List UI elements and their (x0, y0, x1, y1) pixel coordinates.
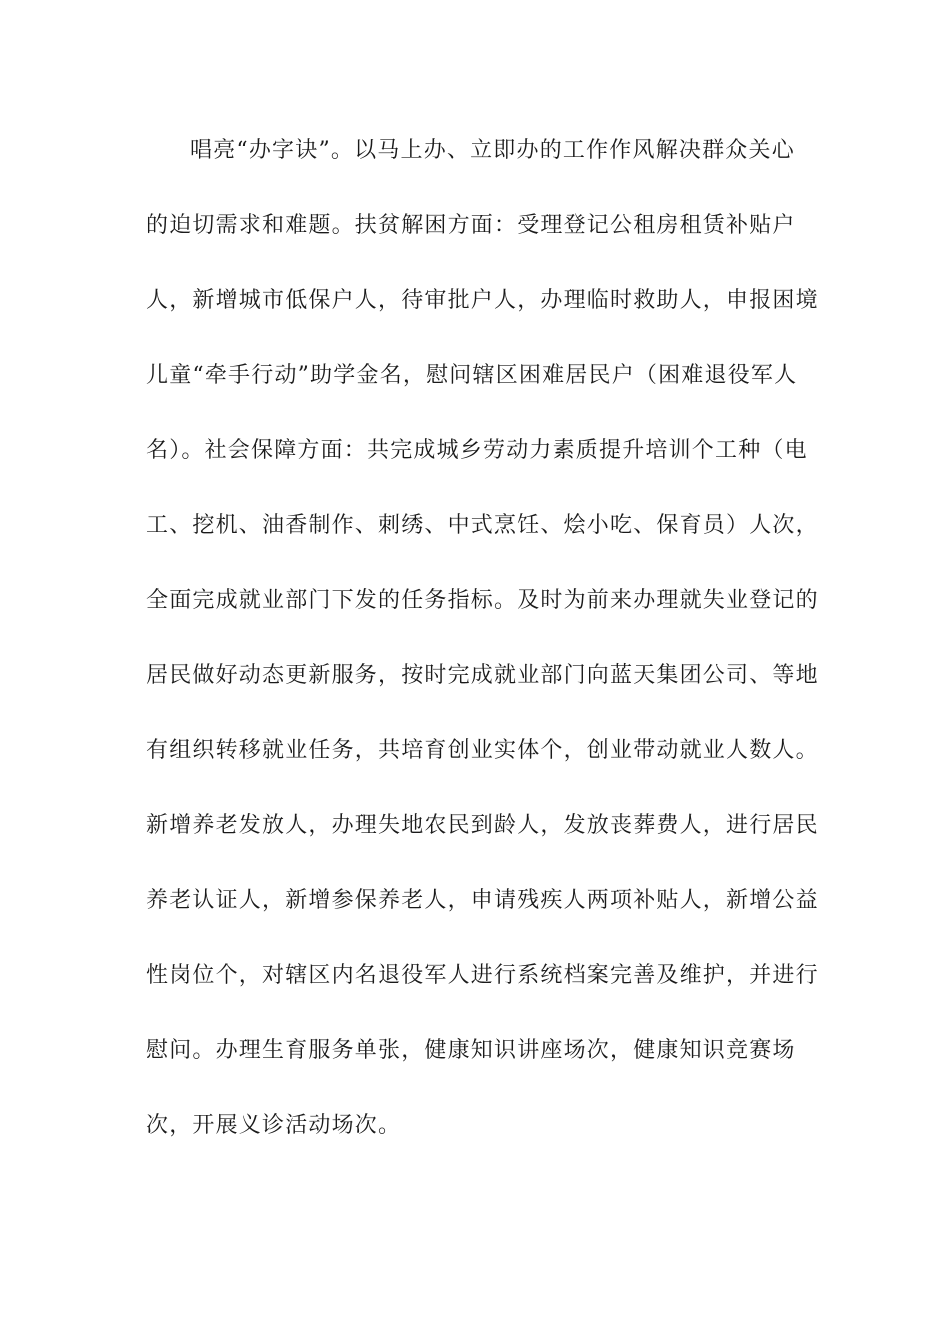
paragraph-line-1: 唱亮“办字诀”。以马上办、立即办的工作作风解决群众关心 (190, 138, 795, 163)
paragraph-line-14: 次，开展义诊活动场次。 (146, 1113, 402, 1138)
paragraph-line-3: 人，新增城市低保户人，待审批户人，办理临时救助人，申报困境 (146, 288, 819, 313)
paragraph-line-4: 儿童“牵手行动”助学金名，慰问辖区困难居民户（困难退役军人 (146, 363, 798, 388)
paragraph-line-13: 慰问。办理生育服务单张，健康知识讲座场次，健康知识竞赛场 (146, 1038, 796, 1063)
paragraph-line-10: 新增养老发放人，办理失地农民到龄人，发放丧葬费人，进行居民 (146, 813, 819, 838)
paragraph-line-8: 居民做好动态更新服务，按时完成就业部门向蓝天集团公司、等地 (146, 663, 819, 688)
paragraph-line-5: 名）。社会保障方面：共完成城乡劳动力素质提升培训个工种（电 (146, 438, 808, 463)
paragraph-line-11: 养老认证人，新增参保养老人，申请残疾人两项补贴人，新增公益 (146, 888, 819, 913)
paragraph-line-6: 工、挖机、油香制作、刺绣、中式烹饪、烩小吃、保育员）人次， (146, 513, 819, 538)
paragraph-line-7: 全面完成就业部门下发的任务指标。及时为前来办理就失业登记的 (146, 588, 819, 613)
paragraph-line-2: 的迫切需求和难题。扶贫解困方面：受理登记公租房租赁补贴户 (146, 213, 796, 238)
paragraph-line-9: 有组织转移就业任务，共培育创业实体个，创业带动就业人数人。 (146, 738, 819, 763)
paragraph-line-12: 性岗位个，对辖区内名退役军人进行系统档案完善及维护，并进行 (146, 963, 819, 988)
